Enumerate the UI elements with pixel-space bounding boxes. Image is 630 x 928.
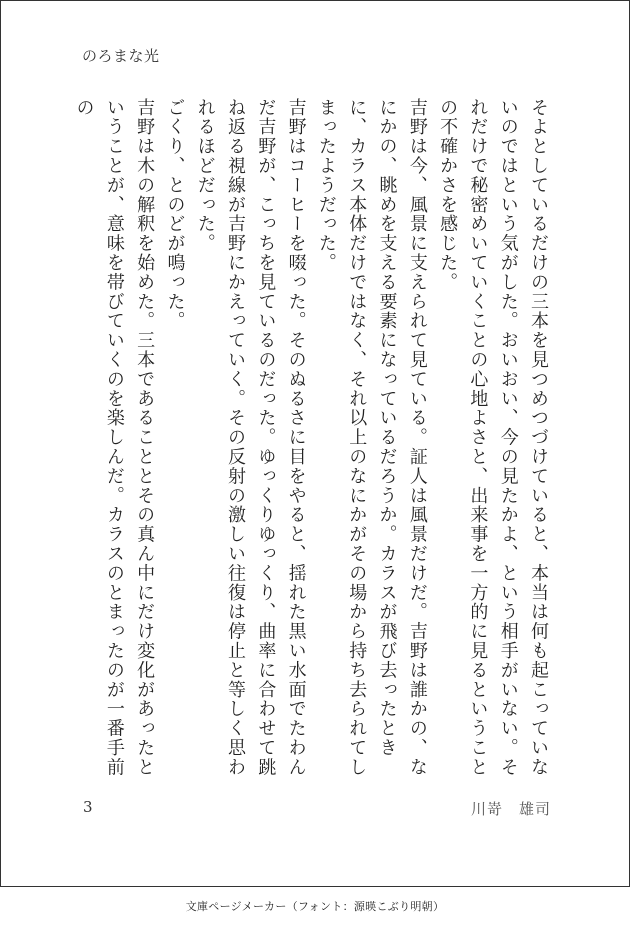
author-name: 川嵜 雄司: [471, 800, 552, 818]
paragraph-5: 吉野は木の解釈を始めた。三本であることとその真ん中にだけ変化があったということが、意味を帯びていくのを楽しんだ。カラスのとまったのが一番手前の: [73, 98, 156, 777]
paragraph-2: 吉野は今、風景に支えられて見ている。証人は風景だけだ。吉野は誰かの、なにかの、眺めを支える要素になっているだろうか。カラスが飛び去ったときに、カラス本体だけではなく、それ以上のなにかがその場から持ち去られてしまったようだった。: [315, 98, 428, 777]
page-number: 3: [83, 798, 93, 816]
paragraph-3: 吉野はコーヒーを啜った。そのぬるさに目をやると、揺れた黒い水面でたわんだ吉野が、こっちを見ているのだった。ゆっくりゆっくり、曲率に合わせて跳ね返る視線が吉野にかえっていく。その反射の激しい往復は停止と等しく思われるほどだった。: [194, 98, 307, 777]
app-caption: 文庫ページメーカー（フォント：源暎こぶり明朝）: [185, 900, 445, 913]
paragraph-1: そよとしているだけの三本を見つめつづけていると、本当は何も起こっていないのではという気がした。おいおい、今の見たかよ、という相手がいない。それだけで秘密めいていくことの心地よさと、出来事を一方的に見るということの不確かさを感じた。: [437, 98, 549, 777]
paragraph-4: ごくり、とのどが鳴った。: [164, 98, 186, 331]
running-head-title: のろまな光: [82, 47, 160, 65]
vertical-body-text: [73, 98, 553, 778]
